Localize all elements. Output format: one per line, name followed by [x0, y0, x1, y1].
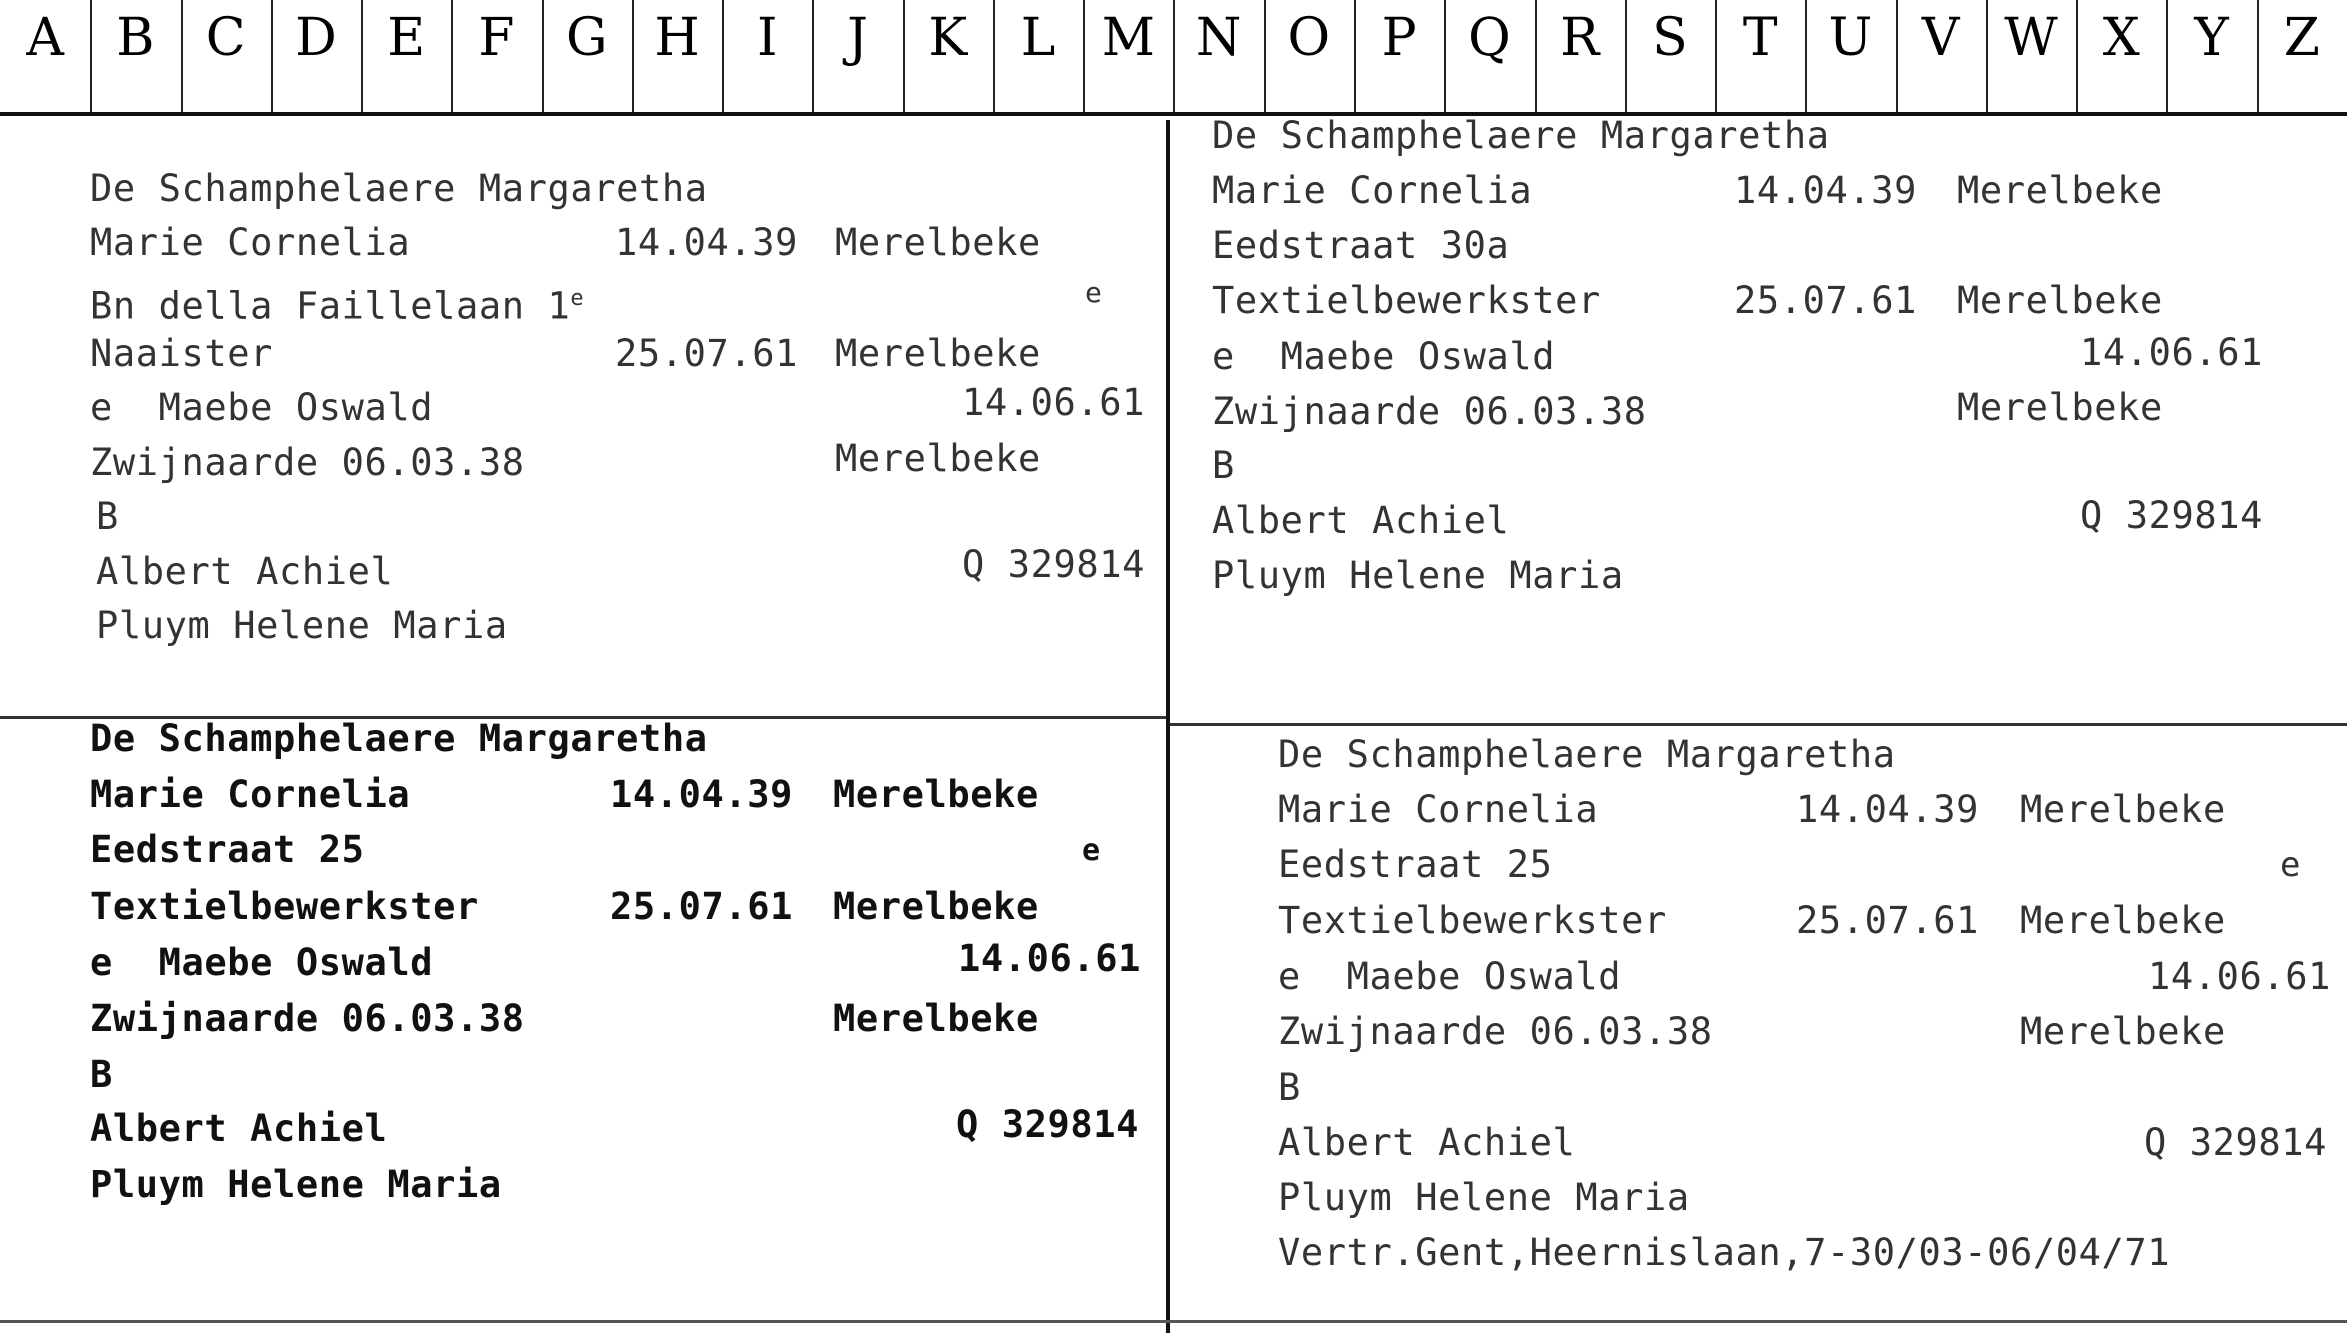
card-occupation: Textielbewerkster — [90, 885, 479, 928]
card-spouse-date: 14.06.61 — [2148, 955, 2332, 998]
card-father: Albert Achiel — [1278, 1121, 1576, 1164]
card-spouse: e Maebe Oswald — [1212, 335, 1556, 378]
card-name-line: De Schamphelaere Margaretha — [1212, 114, 1830, 157]
index-letter-q: Q — [1444, 0, 1534, 112]
card-marriage-place: Merelbeke — [833, 885, 1039, 928]
card-address-marker: e — [2280, 845, 2302, 885]
card-address: Eedstraat 25 — [90, 828, 365, 871]
card-address-marker: e — [1085, 276, 1103, 309]
card-birth-place: Merelbeke — [833, 773, 1039, 816]
card-spouse-date: 14.06.61 — [962, 381, 1146, 424]
card-marriage-date: 25.07.61 — [610, 885, 794, 928]
card-occupation: Textielbewerkster — [1278, 899, 1667, 942]
card-b-marker: B — [1278, 1066, 1301, 1109]
index-letter-j: J — [812, 0, 902, 112]
card-spouse-birth: Zwijnaarde 06.03.38 — [90, 441, 525, 484]
card-number: Q 329814 — [2080, 494, 2264, 537]
index-letter-t: T — [1715, 0, 1805, 112]
card-spouse-birth: Zwijnaarde 06.03.38 — [1278, 1010, 1713, 1053]
card-name-line: De Schamphelaere Margaretha — [1278, 733, 1896, 776]
index-letter-y: Y — [2166, 0, 2256, 112]
card-b-marker: B — [90, 1053, 113, 1096]
card-spouse-place: Merelbeke — [835, 437, 1041, 480]
card-birth-place: Merelbeke — [2020, 788, 2226, 831]
card-marriage-date: 25.07.61 — [1734, 279, 1918, 322]
card-number: Q 329814 — [962, 543, 1146, 586]
card-marriage-place: Merelbeke — [2020, 899, 2226, 942]
card-father: Albert Achiel — [1212, 499, 1510, 542]
card-spouse-date: 14.06.61 — [958, 937, 1142, 980]
index-letter-d: D — [271, 0, 361, 112]
index-letter-r: R — [1535, 0, 1625, 112]
index-letter-v: V — [1896, 0, 1986, 112]
card-address: Eedstraat 25 — [1278, 843, 1553, 886]
index-letter-c: C — [181, 0, 271, 112]
index-letter-i: I — [722, 0, 812, 112]
index-letter-a: A — [26, 8, 64, 68]
card-marriage-place: Merelbeke — [835, 332, 1041, 375]
card-spouse-place: Merelbeke — [833, 997, 1039, 1040]
card-birth-place: Merelbeke — [835, 221, 1041, 264]
record-card-bottom-right — [1278, 734, 2338, 1314]
index-letter-e: E — [361, 0, 451, 112]
card-spouse: e Maebe Oswald — [90, 941, 434, 984]
card-father: Albert Achiel — [90, 1107, 388, 1150]
card-given-names: Marie Cornelia — [1278, 788, 1599, 831]
record-card-top-left — [90, 168, 1160, 688]
index-letter-g: G — [542, 0, 632, 112]
card-number: Q 329814 — [2144, 1121, 2328, 1164]
card-marriage-date: 25.07.61 — [1796, 899, 1980, 942]
card-birth-date: 14.04.39 — [615, 221, 799, 264]
index-letter-k: K — [903, 0, 993, 112]
index-letter-z: Z — [2257, 0, 2347, 112]
card-spouse-date: 14.06.61 — [2080, 331, 2264, 374]
card-spouse-place: Merelbeke — [1957, 386, 2163, 429]
card-occupation: Textielbewerkster — [1212, 279, 1601, 322]
card-b-marker: B — [1212, 444, 1235, 487]
index-letter-w: W — [1986, 0, 2076, 112]
card-mother: Pluym Helene Maria — [96, 604, 508, 647]
card-birth-date: 14.04.39 — [1796, 788, 1980, 831]
card-spouse-birth: Zwijnaarde 06.03.38 — [90, 997, 525, 1040]
index-letter-l: L — [993, 0, 1083, 112]
card-number: Q 329814 — [956, 1103, 1140, 1146]
card-spouse: e Maebe Oswald — [1278, 955, 1622, 998]
card-birth-date: 14.04.39 — [1734, 169, 1918, 212]
card-divider-horizontal-right — [1170, 723, 2347, 726]
card-address-marker: e — [1082, 833, 1101, 868]
record-card-bottom-left — [90, 718, 1160, 1238]
card-mother: Pluym Helene Maria — [1278, 1176, 1690, 1219]
index-letter-p: P — [1354, 0, 1444, 112]
card-occupation: Naaister — [90, 332, 274, 375]
card-mother: Pluym Helene Maria — [1212, 554, 1624, 597]
record-card-top-right — [1212, 115, 2332, 675]
card-spouse: e Maebe Oswald — [90, 386, 434, 429]
card-name-line: De Schamphelaere Margaretha — [90, 717, 708, 760]
index-letter-f: F — [451, 0, 541, 112]
index-letter-b: B — [90, 0, 180, 112]
card-address: Bn della Faillelaan 1e — [90, 284, 585, 328]
card-address: Eedstraat 30a — [1212, 224, 1510, 267]
card-mother: Pluym Helene Maria — [90, 1163, 502, 1206]
card-name-line: De Schamphelaere Margaretha — [90, 167, 708, 210]
card-given-names: Marie Cornelia — [90, 221, 411, 264]
index-letter-u: U — [1805, 0, 1895, 112]
card-given-names: Marie Cornelia — [90, 773, 411, 816]
card-father: Albert Achiel — [96, 550, 394, 593]
index-letter-s: S — [1625, 0, 1715, 112]
index-letter-o: O — [1264, 0, 1354, 112]
index-letter-h: H — [632, 0, 722, 112]
card-departure-note: Vertr.Gent,Heernislaan,7-30/03-06/04/71 — [1278, 1231, 2171, 1274]
index-letter-x: X — [2076, 0, 2166, 112]
card-spouse-birth: Zwijnaarde 06.03.38 — [1212, 390, 1647, 433]
index-letter-m: M — [1083, 0, 1173, 112]
card-spouse-place: Merelbeke — [2020, 1010, 2226, 1053]
alphabet-index-strip — [0, 0, 2347, 116]
card-birth-date: 14.04.39 — [610, 773, 794, 816]
card-b-marker: B — [96, 495, 119, 538]
card-given-names: Marie Cornelia — [1212, 169, 1533, 212]
index-letter-n: N — [1173, 0, 1263, 112]
card-bottom-edge — [0, 1320, 2347, 1323]
card-marriage-place: Merelbeke — [1957, 279, 2163, 322]
card-marriage-date: 25.07.61 — [615, 332, 799, 375]
card-birth-place: Merelbeke — [1957, 169, 2163, 212]
card-divider-vertical — [1166, 120, 1170, 1333]
